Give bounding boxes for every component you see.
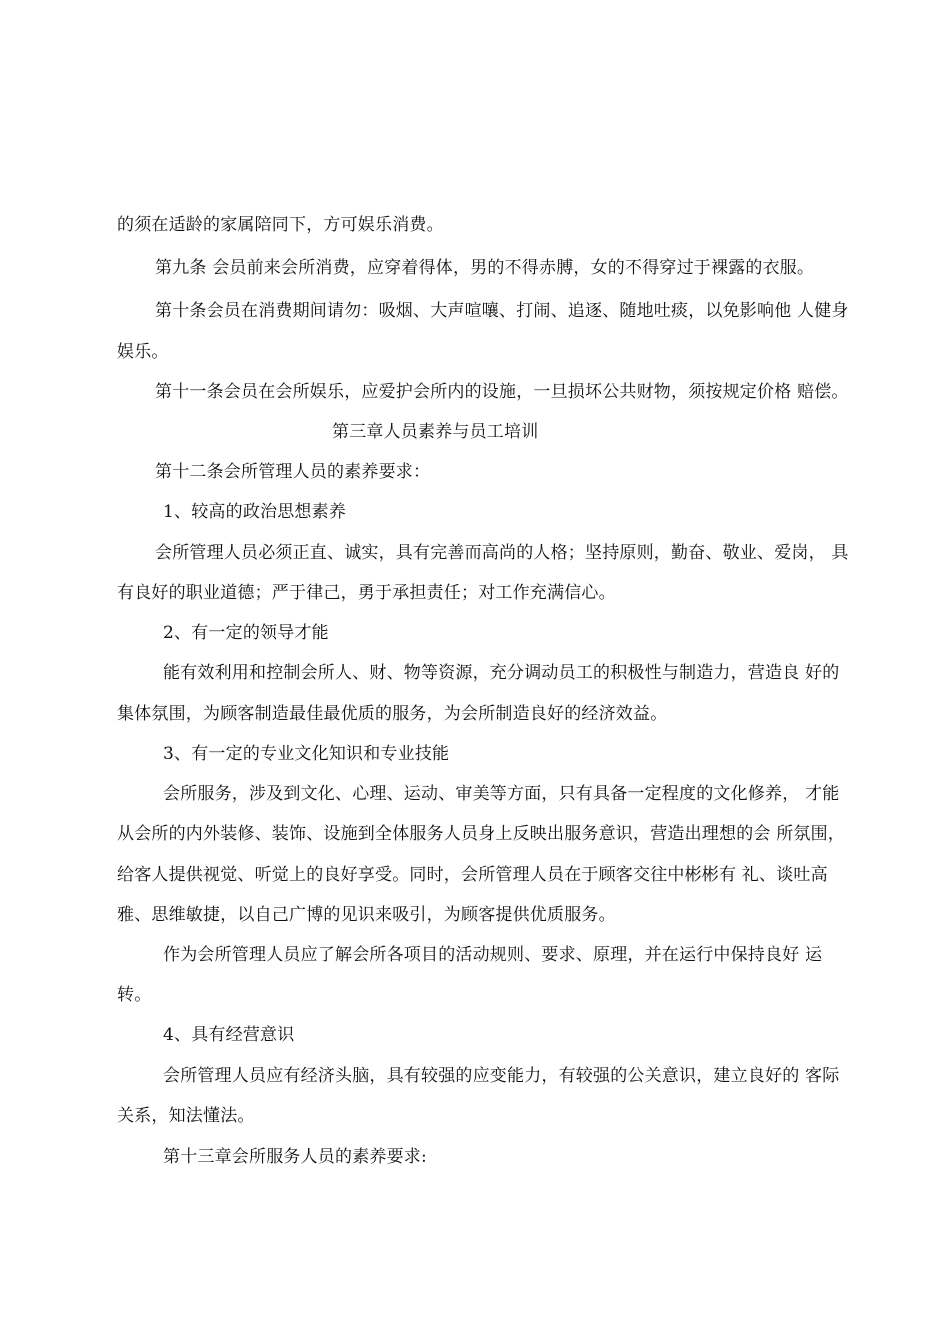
item-4-heading: 4、具有经营意识 (163, 1025, 295, 1045)
item-3-body-line-4: 雅、思维敏捷，以自己广博的见识来吸引，为顾客提供优质服务。 (117, 905, 616, 925)
item-4-body-line-1: 会所管理人员应有经济头脑，具有较强的应变能力，有较强的公关意识，建立良好的 客际 (163, 1066, 840, 1086)
item-1-body-line-2: 有良好的职业道德；严于律己，勇于承担责任；对工作充满信心。 (117, 583, 616, 603)
chapter-heading: 第三章人员素养与员工培训 (332, 422, 539, 442)
article-13-heading: 第十三章会所服务人员的素养要求: (163, 1147, 427, 1167)
item-3-body-line-3: 给客人提供视觉、听觉上的良好享受。同时，会所管理人员在于顾客交往中彬彬有 礼、谈吐高 (117, 865, 828, 885)
article-10-line-2: 娱乐。 (117, 342, 169, 362)
item-3-heading: 3、有一定的专业文化知识和专业技能 (163, 744, 450, 764)
text-line: 的须在适龄的家属陪同下，方可娱乐消费。 (117, 215, 444, 235)
item-2-heading: 2、有一定的领导才能 (163, 623, 329, 643)
article-12: 第十二条会所管理人员的素养要求： (155, 462, 431, 482)
article-11: 第十一条会员在会所娱乐，应爱护会所内的设施，一旦损坏公共财物，须按规定价格 赔偿。 (155, 382, 849, 402)
item-3-body-line-2: 从会所的内外装修、装饰、设施到全体服务人员身上反映出服务意识，营造出理想的会 所氛围， (117, 824, 846, 844)
article-9: 第九条 会员前来会所消费，应穿着得体，男的不得赤膊，女的不得穿过于裸露的衣服。 (155, 258, 815, 278)
item-4-body-line-2: 关系，知法懂法。 (117, 1106, 255, 1126)
item-3-body2-line-2: 转。 (117, 985, 152, 1005)
item-3-body-line-1: 会所服务，涉及到文化、心理、运动、审美等方面，只有具备一定程度的文化修养， 才能 (163, 784, 840, 804)
item-1-heading: 1、较高的政治思想素养 (163, 502, 347, 522)
item-2-body-line-2: 集体氛围，为顾客制造最佳最优质的服务，为会所制造良好的经济效益。 (117, 704, 668, 724)
item-2-body-line-1: 能有效利用和控制会所人、财、物等资源，充分调动员工的积极性与制造力，营造良 好的 (163, 663, 840, 683)
item-3-body2-line-1: 作为会所管理人员应了解会所各项目的活动规则、要求、原理，并在运行中保持良好 运 (163, 945, 823, 965)
article-10-line-1: 第十条会员在消费期间请勿：吸烟、大声喧嚷、打闹、追逐、随地吐痰，以免影响他 人健身 (155, 301, 849, 321)
item-1-body-line-1: 会所管理人员必须正直、诚实，具有完善而高尚的人格；坚持原则，勤奋、敬业、爱岗， 具 (155, 543, 849, 563)
